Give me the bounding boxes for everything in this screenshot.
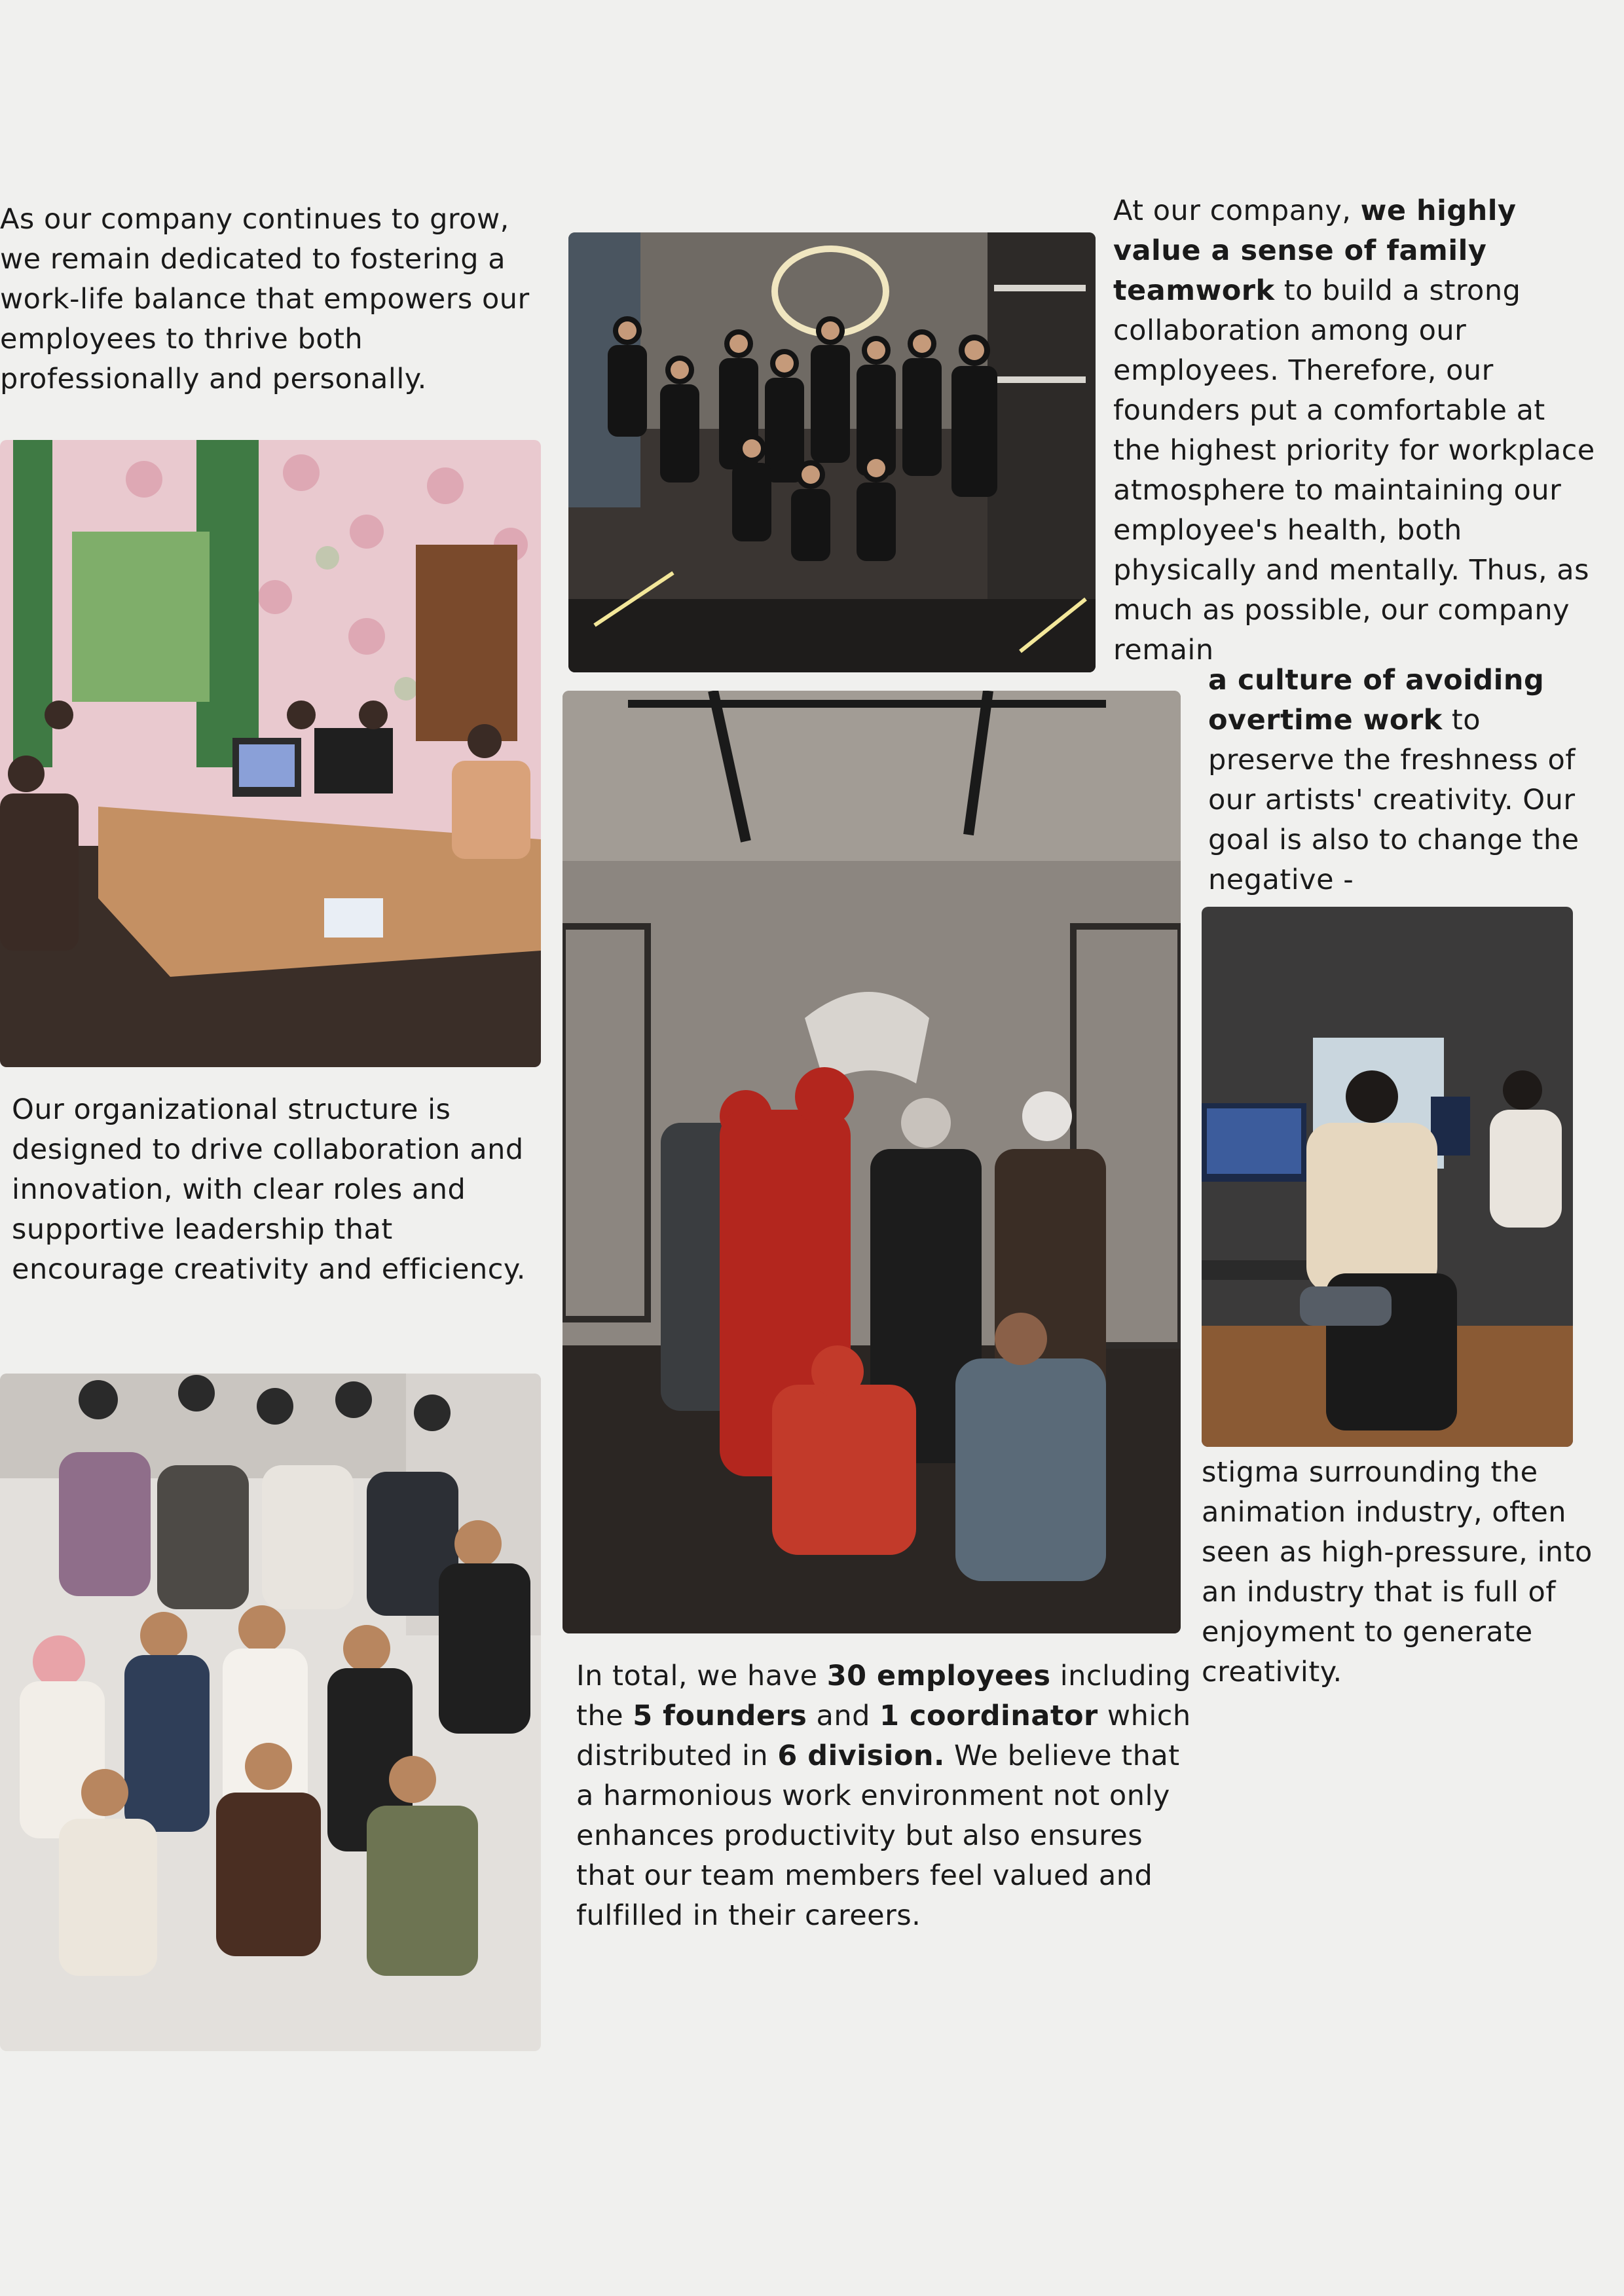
structure-text: Our organizational structure is designed to drive collaboration and innovation, with clear roles and supportive leadership that encourage creativity and efficiency.: [12, 1093, 526, 1286]
total-text-3: and: [807, 1700, 880, 1732]
total-bold-4: 6 division.: [777, 1740, 945, 1772]
total-bold-2: 5 founders: [633, 1700, 807, 1732]
family-paragraph-part3: [1202, 1453, 1608, 1692]
total-text-4: which distributed in: [576, 1700, 1191, 1772]
total-text-2: including the: [576, 1660, 1192, 1732]
total-bold-3: 1 coordinator: [879, 1700, 1098, 1732]
total-paragraph: [576, 1656, 1192, 1936]
family-text-bold-2: a culture of avoiding overtime work: [1208, 664, 1545, 737]
intro-paragraph: [0, 200, 550, 399]
total-bold-1: 30 employees: [826, 1660, 1051, 1692]
family-paragraph-part2: [1208, 661, 1601, 900]
artist-at-desk-photo: [1202, 907, 1573, 1447]
structure-paragraph: [12, 1090, 536, 1290]
office-workspace-photo: [0, 440, 541, 1067]
family-text-bold-1: we highly value a sense of family teamwork: [1113, 194, 1517, 307]
costume-characters-photo: [563, 691, 1181, 1633]
team-studio-photo: [568, 232, 1096, 672]
intro-text: As our company continues to grow, we remain dedicated to fostering a work-life balance that empowers our employees to thrive both professionally and personally.: [0, 203, 530, 395]
family-text-4: stigma surrounding the animation industry, often seen as high-pressure, into an industry that is full of enjoyment to generate creativity.: [1202, 1456, 1593, 1688]
family-text-1: At our company,: [1113, 194, 1361, 227]
family-text-3: to preserve the freshness of our artists' creativity. Our goal is also to change the negative -: [1208, 704, 1579, 896]
group-photo: [0, 1374, 541, 2051]
total-text-1: In total, we have: [576, 1660, 827, 1692]
family-paragraph-part1: [1113, 191, 1601, 670]
total-text-5: We believe that a harmonious work environment not only enhances productivity but also ensures that our team members feel valued and fulfilled in their careers.: [576, 1740, 1180, 1932]
family-text-2: to build a strong collaboration among our employees. Therefore, our founders put a comfortable at the highest priority for workplace atmosphere to maintaining our employee's health, both physically and mentally. Thus, as much as possible, our company remain: [1113, 274, 1595, 666]
